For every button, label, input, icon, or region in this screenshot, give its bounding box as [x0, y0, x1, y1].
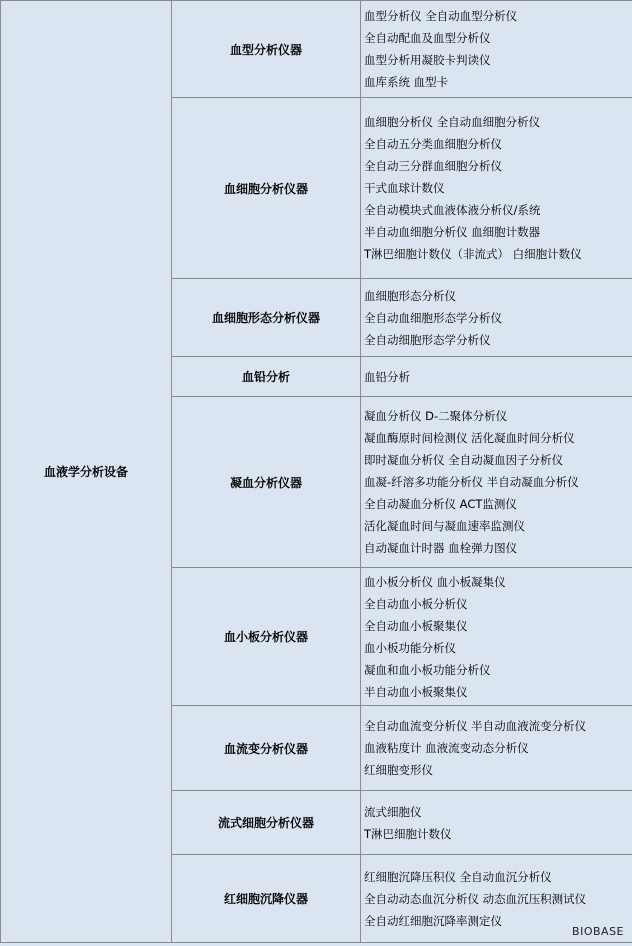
- item-text: 全自动三分群血细胞分析仪: [364, 159, 502, 173]
- item-text: 全自动凝血分析仪 ACT监测仪: [364, 497, 517, 511]
- item-text: 红细胞沉降压积仪 全自动血沉分析仪: [364, 869, 552, 884]
- item-text: 血型分析用凝胶卡判读仪: [364, 53, 491, 67]
- subcategory-cell: 血细胞形态分析仪器: [172, 279, 361, 357]
- item-text: 流式细胞仪: [364, 804, 422, 819]
- item-text: 自动凝血计时器 血栓弹力图仪: [364, 541, 518, 555]
- item-text: 凝血和血小板功能分析仪: [364, 662, 491, 677]
- subcategory-cell: 凝血分析仪器: [172, 397, 361, 568]
- item-text: 全自动血小板分析仪: [364, 596, 468, 611]
- brand-watermark: BIOBASE: [572, 925, 624, 938]
- subcategory-cell: 流式细胞分析仪器: [172, 791, 361, 855]
- item-text: 血凝-纤溶多功能分析仪 半自动凝血分析仪: [364, 475, 579, 489]
- items-cell: [361, 397, 632, 568]
- table-row: [1, 1, 632, 98]
- item-text: 红细胞变形仪: [364, 763, 433, 777]
- item-text: 凝血酶原时间检测仪 活化凝血时间分析仪: [364, 431, 575, 445]
- item-text: 血小板分析仪 血小板凝集仪: [364, 574, 506, 589]
- item-text: 血液粘度计 血液流变动态分析仪: [364, 741, 529, 755]
- item-text: T淋巴细胞计数仪（非流式） 白细胞计数仪: [364, 247, 582, 261]
- item-text: 血铅分析: [364, 369, 410, 384]
- item-text: 全自动五分类血细胞分析仪: [364, 137, 502, 151]
- item-text: 血细胞分析仪 全自动血细胞分析仪: [364, 115, 541, 129]
- item-text: 血库系统 血型卡: [364, 75, 449, 89]
- item-text: 即时凝血分析仪 全自动凝血因子分析仪: [364, 453, 564, 467]
- item-text: T淋巴细胞计数仪: [364, 826, 452, 841]
- table-body: [1, 1, 632, 943]
- items-cell: [361, 279, 632, 357]
- subcategory-cell: 血型分析仪器: [172, 1, 361, 98]
- items-cell: [361, 791, 632, 855]
- item-text: 全自动血细胞形态学分析仪: [364, 310, 502, 325]
- subcategory-cell: 血流变分析仪器: [172, 706, 361, 791]
- item-text: 全自动血流变分析仪 半自动血液流变分析仪: [364, 719, 587, 733]
- item-text: 全自动模块式血液体液分析仪/系统: [364, 203, 541, 217]
- items-cell: [361, 568, 632, 706]
- item-text: 全自动血小板聚集仪: [364, 618, 468, 633]
- item-text: 半自动血小板聚集仪: [364, 684, 468, 699]
- item-text: 全自动红细胞沉降率测定仪: [364, 913, 502, 928]
- items-cell: [361, 357, 632, 397]
- item-text: 干式血球计数仪: [364, 181, 445, 195]
- subcategory-cell: 血细胞分析仪器: [172, 98, 361, 279]
- item-text: 活化凝血时间与凝血速率监测仪: [364, 519, 525, 533]
- subcategory-cell: 血小板分析仪器: [172, 568, 361, 706]
- items-cell: [361, 706, 632, 791]
- item-text: 血小板功能分析仪: [364, 640, 456, 655]
- item-text: 半自动血细胞分析仪 血细胞计数器: [364, 225, 541, 239]
- item-text: 全自动配血及血型分析仪: [364, 31, 491, 45]
- item-text: 血细胞形态分析仪: [364, 288, 456, 303]
- item-text: 凝血分析仪 D-二聚体分析仪: [364, 409, 508, 423]
- items-cell: [361, 98, 632, 279]
- item-text: 血型分析仪 全自动血型分析仪: [364, 9, 518, 23]
- subcategory-cell: 红细胞沉降仪器: [172, 855, 361, 943]
- category-cell: 血液学分析设备: [1, 1, 172, 943]
- item-text: 全自动动态血沉分析仪 动态血沉压积测试仪: [364, 891, 587, 906]
- subcategory-cell: 血铅分析: [172, 357, 361, 397]
- items-cell: [361, 1, 632, 98]
- item-text: 全自动细胞形态学分析仪: [364, 332, 491, 347]
